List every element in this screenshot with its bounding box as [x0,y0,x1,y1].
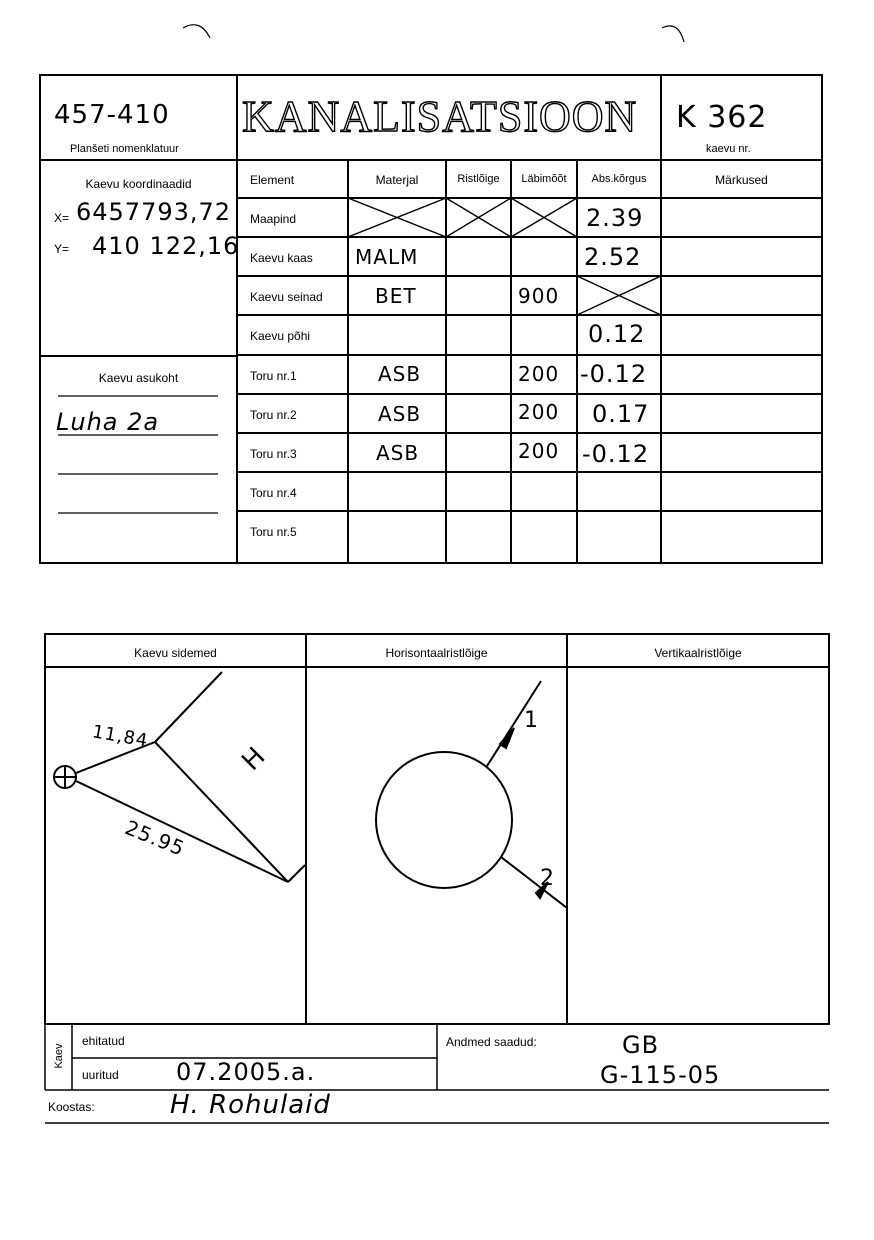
sheet-number-value: 457-410 [54,100,170,130]
pipe-1-arrow [500,728,514,748]
header-kaevu-sidemed: Kaevu sidemed [134,646,217,660]
row-element: Toru nr.2 [250,408,297,422]
row-element: Toru nr.1 [250,369,297,383]
punch-hole-mark-right [662,26,684,42]
well-circle [376,752,512,888]
koostas-label: Koostas: [48,1100,95,1114]
row-labimoot: 900 [518,284,560,308]
location-label: Kaevu asukoht [98,371,179,385]
row-labimoot: 200 [518,400,560,424]
header-markused: Märkused [715,173,768,187]
pipe-2-label: 2 [540,866,555,891]
row-abs: -0.12 [580,360,648,388]
row-materjal: BET [375,284,417,308]
row-labimoot: 200 [518,362,560,386]
well-number-label: kaevu nr. [706,143,751,155]
x-label: X= [54,211,70,225]
row-materjal: ASB [376,441,420,465]
y-coordinate-value: 410 122,16 [92,232,240,260]
uuritud-value: 07.2005.a. [176,1058,316,1086]
row-element: Maapind [250,212,297,226]
andmed-saadud-label: Andmed saadud: [446,1035,537,1049]
row-labimoot: 200 [518,439,560,463]
pipe-2-line [501,857,567,908]
row-element: Kaevu põhi [250,329,311,343]
row-element: Toru nr.3 [250,447,297,461]
form-title: KANALISATSIOON [242,92,638,141]
punch-hole-mark-left [183,25,210,38]
row-materjal: ASB [378,402,422,426]
row-element: Kaevu kaas [250,251,313,265]
header-element: Element [250,173,295,187]
row-abs: -0.12 [582,440,650,468]
row-abs: 0.12 [588,320,646,348]
uuritud-label: uuritud [82,1068,119,1082]
row-element: Kaevu seinad [250,290,323,304]
header-labimoot: Läbimõõt [521,173,567,185]
y-label: Y= [54,242,70,256]
row-element: Toru nr.4 [250,486,297,500]
tie-distance-2: 25.95 [121,815,189,861]
sheet-number-label: Planšeti nomenklatuur [70,143,179,155]
kaev-label: Kaev [53,1043,65,1069]
header-ristloige: Ristlõige [457,173,500,185]
well-number-value: K 362 [676,100,768,135]
header-materjal: Materjal [375,173,419,187]
row-element: Toru nr.5 [250,525,297,539]
location-value: Luha 2a [56,408,160,436]
row-abs: 2.52 [584,243,642,271]
header-horisontaalristloige: Horisontaalristlõige [385,646,488,660]
tie-distance-1: 11,84 [90,721,150,752]
pipe-1-label: 1 [524,708,539,733]
row-abs: 0.17 [592,400,650,428]
x-coordinate-value: 6457793,72 [76,198,232,226]
row-materjal: MALM [355,245,419,269]
header-vertikaalristloige: Vertikaalristlõige [654,646,742,660]
building-mark: H [236,741,273,777]
coordinates-label: Kaevu koordinaadid [85,177,192,191]
row-abs: 2.39 [586,204,644,232]
ehitatud-label: ehitatud [82,1034,125,1048]
andmed-saadud-value-1: GB [622,1031,660,1059]
header-abs-korgus: Abs.kõrgus [591,173,647,185]
row-materjal: ASB [378,362,422,386]
andmed-saadud-value-2: G-115-05 [600,1061,721,1089]
koostas-value: H. Rohulaid [170,1090,331,1120]
